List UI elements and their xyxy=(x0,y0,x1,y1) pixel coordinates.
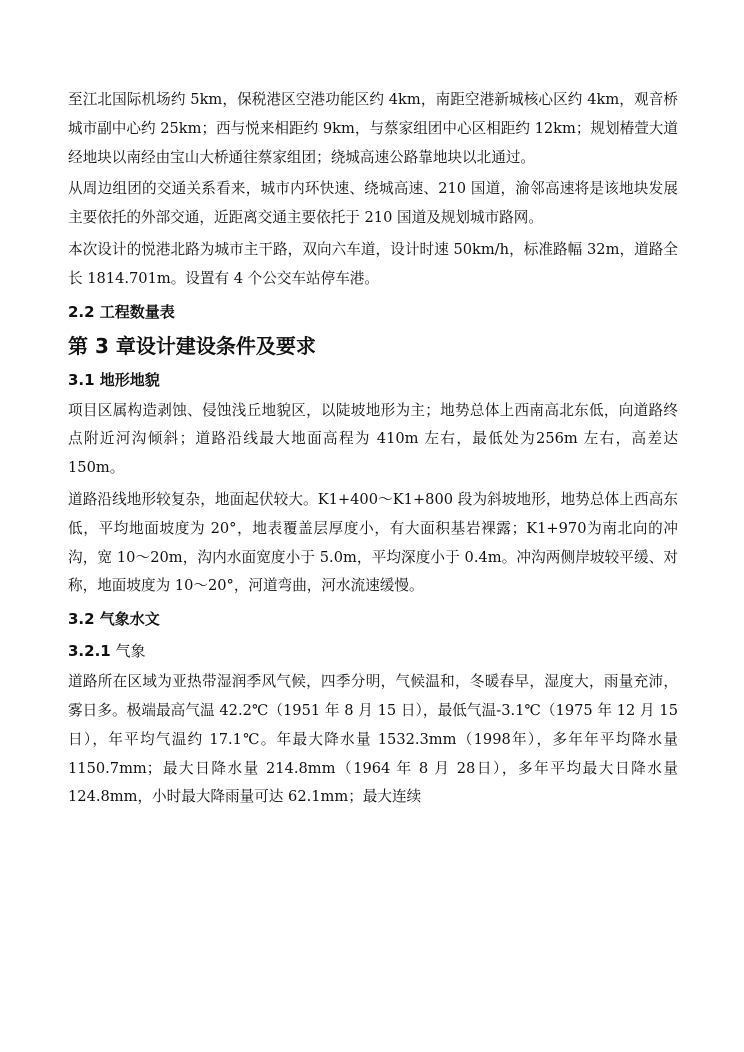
subsection-title: 气象 xyxy=(110,642,146,661)
climate-paragraph: 道路所在区域为亚热带湿润季风气候，四季分明，气候温和，冬暖春早，湿度大，雨量充沛，雾日多。极端最高气温 42.2℃（1951 年 8 月 15 日），最低气温-3.1℃（1975 年 12 月 15 日），年平均气温约 17.1℃。年最大降水量 1532.3mm（1998年），多年年平均降水量 1150.7mm；最大日降水量 214.8mm（1964 年 8 月 28日），多年平均最大日降水量 124.8mm，小时最大降雨量可达 62.1mm；最大连续 xyxy=(68,673,678,806)
document-body xyxy=(68,86,678,812)
section-heading-3-1: 3.1 地形地貌 xyxy=(68,370,160,389)
intro-paragraph-1: 至江北国际机场约 5km，保税港区空港功能区约 4km，南距空港新城核心区约 4km，观音桥城市副中心约 25km；西与悦来相距约 9km，与蔡家组团中心区相距约 12km；规划椿萱大道经地块以南经由宝山大桥通往蔡家组团；绕城高速公路靠地块以北通过。 xyxy=(68,91,678,166)
subsection-number: 3.2.1 xyxy=(68,642,111,661)
section-heading-2-2: 2.2 工程数量表 xyxy=(68,302,175,321)
subsection-heading-3-2-1 xyxy=(68,637,678,665)
intro-paragraph-2: 从周边组团的交通关系看来，城市内环快速、绕城高速、210 国道，渝邻高速将是该地块发展主要依托的外部交通，近距离交通主要依托于 210 国道及规划城市路网。 xyxy=(68,180,678,227)
section-heading-3-2: 3.2 气象水文 xyxy=(68,610,160,629)
terrain-paragraph-1: 项目区属构造剥蚀、侵蚀浅丘地貌区，以陡坡地形为主；地势总体上西南高北东低，向道路终点附近河沟倾斜；道路沿线最大地面高程为 410m 左右，最低处为256m 左右，高差达 150m。 xyxy=(68,401,678,477)
chapter-heading-3: 第 3 章设计建设条件及要求 xyxy=(68,333,316,358)
intro-paragraph-3: 本次设计的悦港北路为城市主干路，双向六车道，设计时速 50km/h，标准路幅 32m，道路全长 1814.701m。设置有 4 个公交车站停车港。 xyxy=(68,240,678,287)
terrain-paragraph-2: 道路沿线地形较复杂，地面起伏较大。K1+400～K1+800 段为斜坡地形，地势总体上西高东低，平均地面坡度为 20°，地表覆盖层厚度小，有大面积基岩裸露；K1+970为南北向的冲沟，宽 10～20m，沟内水面宽度小于 5.0m，平均深度小于 0.4m。冲沟两侧岸坡较平缓、对称，地面坡度为 10～20°，河道弯曲，河水流速缓慢。 xyxy=(68,490,678,595)
